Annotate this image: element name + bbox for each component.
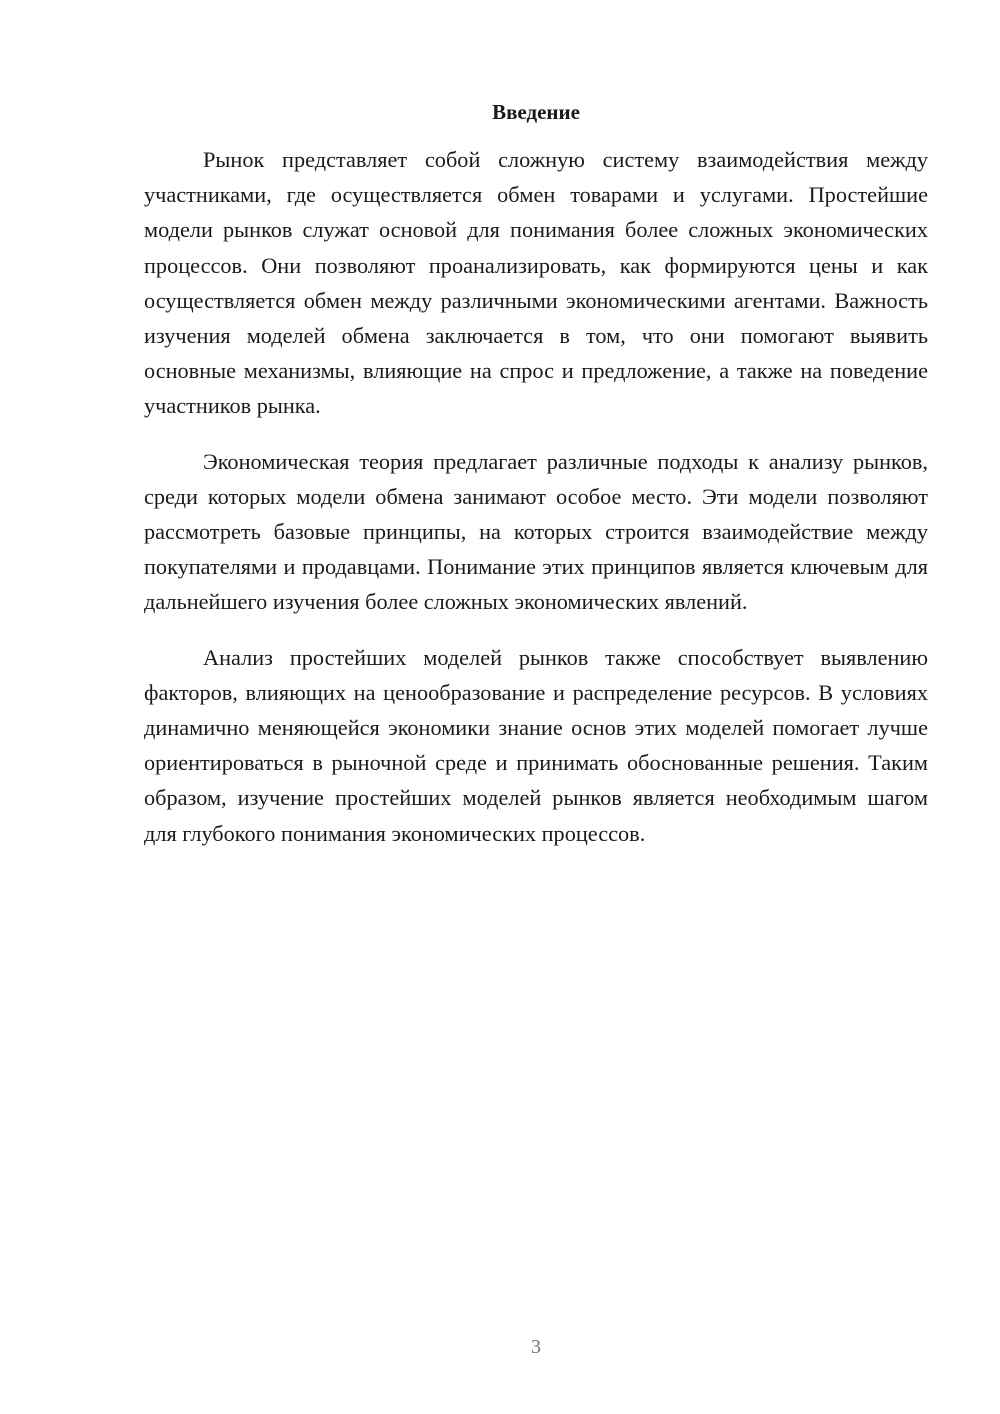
page-number: 3 — [531, 1336, 541, 1358]
paragraph-2: Экономическая теория предлагает различные подходы к анализу рынков, среди которых модели обмена занимают особое место. Эти модели позволяют рассмотреть базовые принципы, на которых строится взаимодействие между покупателями и продавцами. Понимание этих принципов является ключевым для дальнейшего изучения более сложных экономических явлений. — [144, 448, 928, 615]
paragraph-3: Анализ простейших моделей рынков также способствует выявлению факторов, влияющих на ценообразование и распределение ресурсов. В условиях динамично меняющейся экономики знание основ этих моделей помогает лучше ориентироваться в рыночной среде и принимать обоснованные решения. Таким образом, изучение простейших моделей рынков является необходимым шагом для глубокого понимания экономических процессов. — [144, 644, 928, 846]
section-heading: Введение — [492, 100, 580, 124]
paragraph-1: Рынок представляет собой сложную систему взаимодействия между участниками, где осуществляется обмен товарами и услугами. Простейшие модели рынков служат основой для понимания более сложных экономических процессов. Они позволяют проанализировать, как формируются цены и как осуществляется обмен между различными экономическими агентами. Важность изучения моделей обмена заключается в том, что они помогают выявить основные механизмы, влияющие на спрос и предложение, а также на поведение участников рынка. — [144, 147, 928, 419]
body-text — [144, 142, 928, 871]
